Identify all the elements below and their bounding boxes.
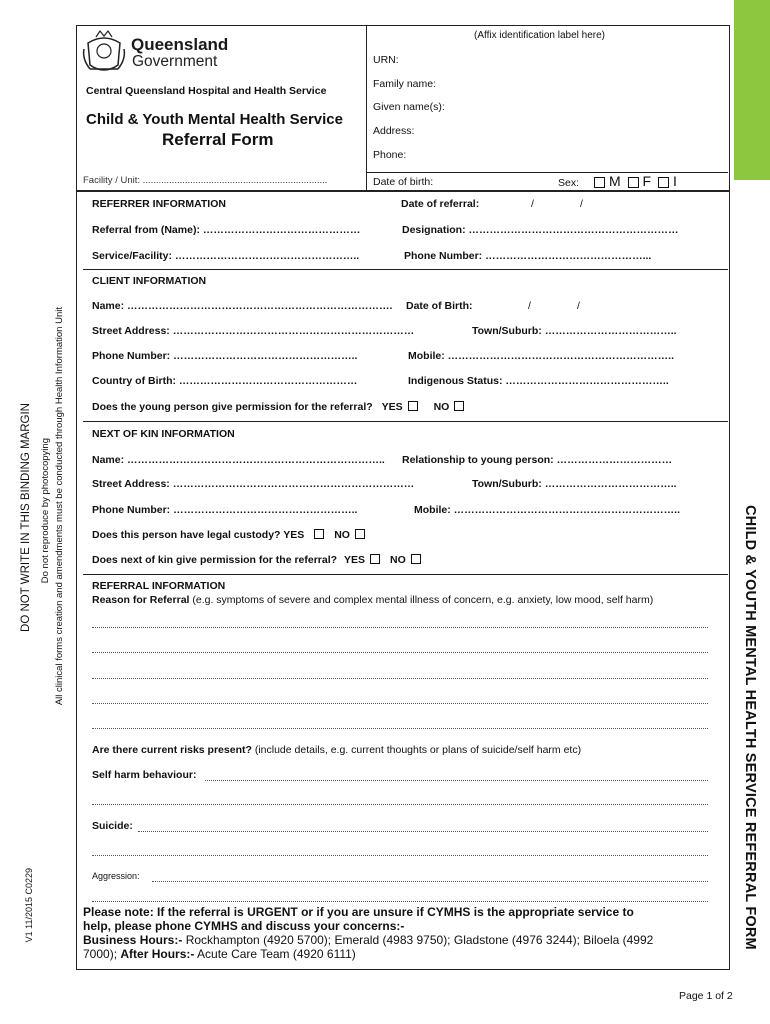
kin-phone-field[interactable]: Phone Number: ……………………………………………..: [92, 504, 358, 516]
risks-hint: (include details, e.g. current thoughts or plans of suicide/self harm etc): [254, 744, 582, 756]
sex-selector: [558, 173, 677, 190]
referral-date-sep1: /: [531, 198, 534, 210]
kin-permission-no-label: NO: [390, 554, 406, 566]
client-street-field[interactable]: Street Address: ……………………………………………………………: [92, 325, 415, 337]
risks-label: Are there current risks present?: [92, 744, 252, 756]
kin-name-field[interactable]: Name: ………………………………………………………………..: [92, 454, 385, 466]
business-hours-text: Rockhampton (4920 5700); Emerald (4983 9750); Gladstone (4976 3244); Biloela (4992: [182, 933, 654, 947]
kin-permission-yes-checkbox[interactable]: [370, 554, 380, 564]
reason-line-5[interactable]: [92, 728, 708, 729]
sex-i-label: I: [673, 173, 677, 189]
kin-town-field[interactable]: Town/Suburb: ………………………………..: [472, 478, 677, 490]
reason-line-4[interactable]: [92, 703, 708, 704]
sex-m-checkbox[interactable]: [594, 177, 605, 188]
client-dob-sep2: /: [577, 300, 580, 312]
sex-f-label: F: [642, 173, 652, 189]
page-number: Page 1 of 2: [679, 990, 733, 1002]
referral-heading: REFERRAL INFORMATION: [92, 580, 226, 592]
kin-custody-yes-label: YES: [283, 529, 305, 541]
service-facility-field[interactable]: Service/Facility: ……………………………………………..: [92, 250, 360, 262]
kin-permission-no-checkbox[interactable]: [411, 554, 421, 564]
client-name-field[interactable]: Name: ………………………………………………………………….: [92, 300, 393, 312]
business-hours-label: Business Hours:-: [83, 933, 183, 947]
header-divider: [366, 25, 367, 191]
client-permission-yes-label: YES: [381, 401, 403, 413]
client-permission-question: Does the young person give permission for the referral?: [92, 401, 373, 413]
kin-custody-no-checkbox[interactable]: [355, 529, 365, 539]
side-form-title: CHILD & YOUTH MENTAL HEALTH SERVICE REFERRAL FORM: [742, 505, 758, 950]
logo-queensland: Queensland: [131, 35, 229, 54]
kin-mobile-field[interactable]: Mobile: ………………………………………………………..: [414, 504, 680, 516]
urgent-note-line2: help, please phone CYMHS and discuss your concerns:-: [83, 919, 405, 933]
reason-line-3[interactable]: [92, 678, 708, 679]
country-of-birth-field[interactable]: Country of Birth: ……………………………………………: [92, 375, 358, 387]
binding-margin-note: DO NOT WRITE IN THIS BINDING MARGIN: [20, 403, 32, 632]
after-hours: [83, 947, 723, 961]
kin-custody-yes-checkbox[interactable]: [314, 529, 324, 539]
sex-i-checkbox[interactable]: [658, 177, 669, 188]
address-field[interactable]: Address:: [373, 125, 415, 137]
client-permission-row: [92, 401, 469, 413]
reason-line-2[interactable]: [92, 652, 708, 653]
self-harm-label: Self harm behaviour:: [92, 769, 197, 781]
suicide-label: Suicide:: [92, 820, 133, 832]
section-divider: [83, 421, 728, 422]
kin-heading: NEXT OF KIN INFORMATION: [92, 428, 235, 440]
logo-government: Government: [132, 53, 218, 70]
kin-permission-question: Does next of kin give permission for the referral?: [92, 554, 338, 566]
sex-f-checkbox[interactable]: [628, 177, 639, 188]
section-divider: [83, 574, 728, 575]
amendments-note: All clinical forms creation and amendments must be conducted through Health Information Unit: [54, 307, 65, 706]
urgent-note: [83, 905, 723, 961]
client-heading: CLIENT INFORMATION: [92, 275, 207, 287]
reason-hint: (e.g. symptoms of severe and complex mental illness of concern, e.g. anxiety, low mood, self harm): [192, 594, 654, 606]
referrer-heading: REFERRER INFORMATION: [92, 198, 226, 210]
business-hours: [83, 933, 723, 947]
reason-line-1[interactable]: [92, 627, 708, 628]
client-permission-no-label: NO: [433, 401, 450, 413]
kin-relationship-field[interactable]: Relationship to young person: ……………………………: [402, 454, 673, 466]
client-phone-field[interactable]: Phone Number: ……………………………………………..: [92, 350, 358, 362]
facility-unit-field[interactable]: Facility / Unit: ......................................................................: [83, 175, 328, 186]
kin-custody-question: Does this person have legal custody?: [92, 529, 281, 541]
urn-field[interactable]: URN:: [373, 54, 399, 66]
self-harm-line-2[interactable]: [92, 804, 708, 805]
section-divider: [83, 269, 728, 270]
business-hours-text-2: 7000);: [83, 947, 118, 961]
indigenous-status-field[interactable]: Indigenous Status: ………………………………………..: [408, 375, 669, 387]
version-code: V1 11/2015 C0229: [24, 868, 34, 943]
suicide-line-1[interactable]: [138, 831, 708, 832]
aggression-label: Aggression:: [92, 871, 140, 881]
designation-field[interactable]: Designation: ……………………………………………………: [402, 224, 679, 236]
reason-label: Reason for Referral: [92, 594, 190, 606]
referral-from-field[interactable]: Referral from (Name): ………………………………………: [92, 224, 361, 236]
affix-label-note: (Affix identification label here): [474, 30, 605, 41]
after-hours-label: After Hours:-: [120, 947, 195, 961]
kin-permission-row: [92, 554, 426, 566]
client-permission-yes-checkbox[interactable]: [408, 401, 418, 411]
reason-for-referral: [92, 594, 653, 606]
dob-field[interactable]: Date of birth:: [373, 176, 434, 188]
phone-field[interactable]: Phone:: [373, 149, 407, 161]
green-tab: [734, 0, 770, 180]
referrer-phone-field[interactable]: Phone Number: ………………………………………...: [404, 250, 652, 262]
referral-date-label: Date of referral:: [401, 198, 480, 210]
current-risks-question: [92, 744, 581, 756]
client-town-field[interactable]: Town/Suburb: ………………………………..: [472, 325, 677, 337]
after-hours-text: Acute Care Team (4920 6111): [194, 947, 356, 961]
kin-street-field[interactable]: Street Address: ……………………………………………………………: [92, 478, 415, 490]
qld-crest-logo: [80, 29, 128, 82]
referral-date-sep2: /: [580, 198, 583, 210]
kin-permission-yes-label: YES: [344, 554, 366, 566]
sex-label: Sex:: [558, 177, 580, 189]
service-name: Child & Youth Mental Health Service: [86, 111, 343, 128]
photocopy-note: Do not reproduce by photocopying: [40, 438, 51, 584]
aggression-line-2[interactable]: [92, 901, 708, 902]
client-dob-label: Date of Birth:: [406, 300, 473, 312]
self-harm-line-1[interactable]: [205, 780, 708, 781]
urgent-note-line1: Please note: If the referral is URGENT or if you are unsure if CYMHS is the appropriate service to: [83, 905, 634, 919]
sex-m-label: M: [608, 173, 621, 189]
kin-custody-row: [92, 529, 370, 541]
family-name-field[interactable]: Family name:: [373, 78, 437, 90]
client-dob-sep1: /: [528, 300, 531, 312]
hhs-name: Central Queensland Hospital and Health Service: [86, 85, 327, 97]
aggression-line-1[interactable]: [152, 881, 708, 882]
suicide-line-2[interactable]: [92, 855, 708, 856]
client-permission-no-checkbox[interactable]: [454, 401, 464, 411]
given-names-field[interactable]: Given name(s):: [373, 101, 445, 113]
kin-custody-no-label: NO: [334, 529, 350, 541]
client-mobile-field[interactable]: Mobile: ………………………………………………………..: [408, 350, 674, 362]
form-title: Referral Form: [162, 130, 274, 149]
